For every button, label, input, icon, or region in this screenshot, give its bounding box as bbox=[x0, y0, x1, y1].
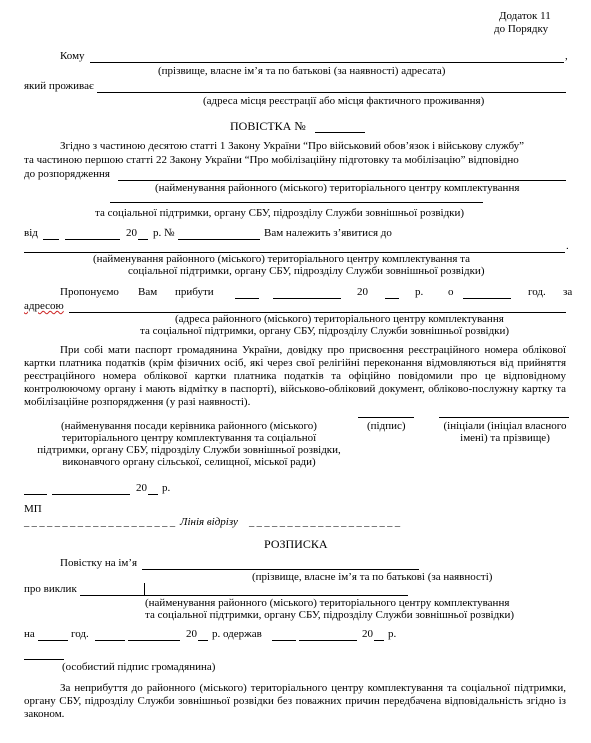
prop-r: р. bbox=[415, 286, 424, 298]
vid-month-field[interactable] bbox=[65, 239, 120, 240]
receipt-r2: р. bbox=[388, 628, 397, 640]
vid-hint-line1: (найменування районного (міського) територіального центру комплектування та bbox=[93, 253, 470, 265]
date-month-field[interactable] bbox=[52, 494, 130, 495]
prop-hour-field[interactable] bbox=[463, 298, 511, 299]
prozhyvaie-hint: (адреса місця реєстрації або місця фактичного проживання) bbox=[203, 95, 485, 107]
date-day-field[interactable] bbox=[24, 494, 47, 495]
prop-hint2: та соціальної підтримки, органу СБУ, підрозділу Служби зовнішньої розвідки) bbox=[140, 325, 510, 337]
vid-day-field[interactable] bbox=[43, 239, 59, 240]
receipt-name-label: Повістку на ім’я bbox=[60, 557, 138, 569]
receipt-day2-field[interactable] bbox=[272, 640, 296, 641]
receipt-na: на bbox=[24, 628, 35, 640]
receipt-pro-hint2: та соціальної підтримки, органу СБУ, підрозділу Служби зовнішньої розвідки) bbox=[145, 609, 515, 621]
vid-number-label: р. № bbox=[153, 227, 175, 239]
vid-label: від bbox=[24, 227, 38, 239]
prop-year-prefix: 20 bbox=[357, 286, 368, 298]
body1-hint1: (найменування районного (міського) територіального центру комплектування bbox=[155, 182, 520, 194]
prop-w2: Вам bbox=[138, 286, 158, 298]
sign-left-3: підтримки, органу СБУ, підрозділу Служби зовнішньої розвідки, bbox=[37, 444, 341, 456]
receipt-name-hint: (прізвище, власне ім’я та по батькові (за наявності) bbox=[252, 571, 493, 583]
receipt-pro-hint1: (найменування районного (міського) територіального центру комплектування bbox=[145, 597, 510, 609]
prop-w1: Пропонуємо bbox=[60, 286, 119, 298]
sign-left-2: територіального центру комплектування та соціальної bbox=[61, 432, 317, 444]
receipt-year2-field[interactable] bbox=[374, 640, 384, 641]
vid-number-field[interactable] bbox=[178, 239, 260, 240]
body1-hint2: та соціальної підтримки, органу СБУ, підрозділу Служби зовнішньої розвідки) bbox=[95, 207, 465, 219]
receipt-year1-field[interactable] bbox=[198, 640, 208, 641]
komu-comma: , bbox=[565, 50, 568, 62]
receipt-year2-prefix: 20 bbox=[362, 628, 373, 640]
prop-year-field[interactable] bbox=[385, 298, 399, 299]
receipt-pro-label: про виклик bbox=[24, 583, 77, 595]
appendix-number: Додаток 11 bbox=[499, 10, 551, 22]
komu-label: Кому bbox=[60, 50, 85, 62]
body2-paragraph: При собі мати паспорт громадянина України, довідку про присвоєння реєстраційного номера облікової картки платника податків (крім фізичних осіб, які через свої релігійні переконання відмовляються від прийняття реєстраційного номера облікової картки платника податків та офіційно повідомили про це відповідному контролюючому органу і мають відмітку в паспорті), військово-обліковий документ, обліково-послужну картку та мобілізаційне розпорядження (у разі наявності). bbox=[24, 344, 566, 408]
receipt-hour-field[interactable] bbox=[38, 640, 68, 641]
receipt-day-field[interactable] bbox=[95, 640, 125, 641]
sign-left-4: виконавчого органу сільської, селищної, міської ради) bbox=[62, 456, 316, 468]
date-year-prefix: 20 bbox=[136, 482, 147, 494]
address-field[interactable] bbox=[97, 92, 566, 93]
sign-right-2: імені) та прізвище) bbox=[460, 432, 550, 444]
prop-w3: прибути bbox=[175, 286, 214, 298]
cut-line-label: Лінія відрізу bbox=[180, 516, 238, 528]
text-cursor bbox=[144, 583, 145, 595]
komu-hint: (прізвище, власне ім’я та по батькові (за наявності) адресата) bbox=[158, 65, 446, 77]
signature-field[interactable] bbox=[358, 417, 414, 418]
sign-mid: (підпис) bbox=[367, 420, 406, 432]
body1-line2: та частиною першою статті 22 Закону України “Про мобілізаційну підготовку та мобілізацію” відповідно bbox=[24, 154, 519, 166]
personal-signature-field[interactable] bbox=[24, 659, 64, 660]
vid-text: Вам належить з’явитися до bbox=[264, 227, 392, 239]
rozporiadzhennia-field[interactable] bbox=[118, 180, 566, 181]
prozhyvaie-label: який проживає bbox=[24, 80, 94, 92]
sign-right-1: (ініціали (ініціал власного bbox=[443, 420, 567, 432]
vid-hint-line2: соціальної підтримки, органу СБУ, підрозділу Служби зовнішньої розвідки) bbox=[128, 265, 485, 277]
footer-paragraph: За неприбуття до районного (міського) територіального центру комплектування та соціальної підтримки, органу СБУ, підрозділу Служби зовнішньої розвідки без поважних причин передбачена відповідальність згідно із законом. bbox=[24, 682, 566, 720]
cut-line-left: _ _ _ _ _ _ _ _ _ _ _ _ _ _ _ _ _ _ _ _ bbox=[24, 517, 175, 528]
date-r: р. bbox=[162, 482, 171, 494]
receipt-odezhav: р. одержав bbox=[212, 628, 262, 640]
receipt-year1-prefix: 20 bbox=[186, 628, 197, 640]
appendix-ref: до Порядку bbox=[494, 23, 549, 35]
prop-o: о bbox=[448, 286, 454, 298]
vid-dot: . bbox=[566, 240, 569, 252]
vid-year-prefix: 20 bbox=[126, 227, 137, 239]
initials-field[interactable] bbox=[439, 417, 569, 418]
povistka-number-field[interactable] bbox=[315, 132, 365, 133]
receipt-name-field[interactable] bbox=[142, 569, 419, 570]
rozporiadzhennia-field-2[interactable] bbox=[110, 202, 483, 203]
body1-line3: до розпорядження bbox=[24, 168, 110, 180]
receipt-sign-hint: (особистий підпис громадянина) bbox=[62, 661, 216, 673]
prop-month-field[interactable] bbox=[273, 298, 341, 299]
prop-za: за bbox=[563, 286, 573, 298]
page-title: ПОВІСТКА № bbox=[230, 119, 306, 133]
cut-line-right: _ _ _ _ _ _ _ _ _ _ _ _ _ _ _ _ _ _ _ _ bbox=[249, 517, 400, 528]
sign-left-1: (найменування посади керівника районного (міського) bbox=[61, 420, 317, 432]
prop-day-field[interactable] bbox=[235, 298, 259, 299]
receipt-month2-field[interactable] bbox=[299, 640, 357, 641]
prop-adresoiu: адресою bbox=[24, 300, 64, 312]
receipt-month-field[interactable] bbox=[128, 640, 180, 641]
prop-hod: год. bbox=[528, 286, 546, 298]
vid-year-field[interactable] bbox=[138, 239, 148, 240]
mp-label: МП bbox=[24, 503, 42, 515]
komu-field[interactable] bbox=[90, 62, 564, 63]
body1-line1: Згідно з частиною десятою статті 1 Закону України “Про військовий обов’язок і військову службу” bbox=[60, 140, 525, 152]
receipt-pro-field[interactable] bbox=[80, 595, 408, 596]
prop-hint1: (адреса районного (міського) територіального центру комплектування bbox=[175, 313, 504, 325]
date-year-field[interactable] bbox=[148, 494, 158, 495]
receipt-hod: год. bbox=[71, 628, 89, 640]
receipt-title: РОЗПИСКА bbox=[264, 537, 328, 551]
